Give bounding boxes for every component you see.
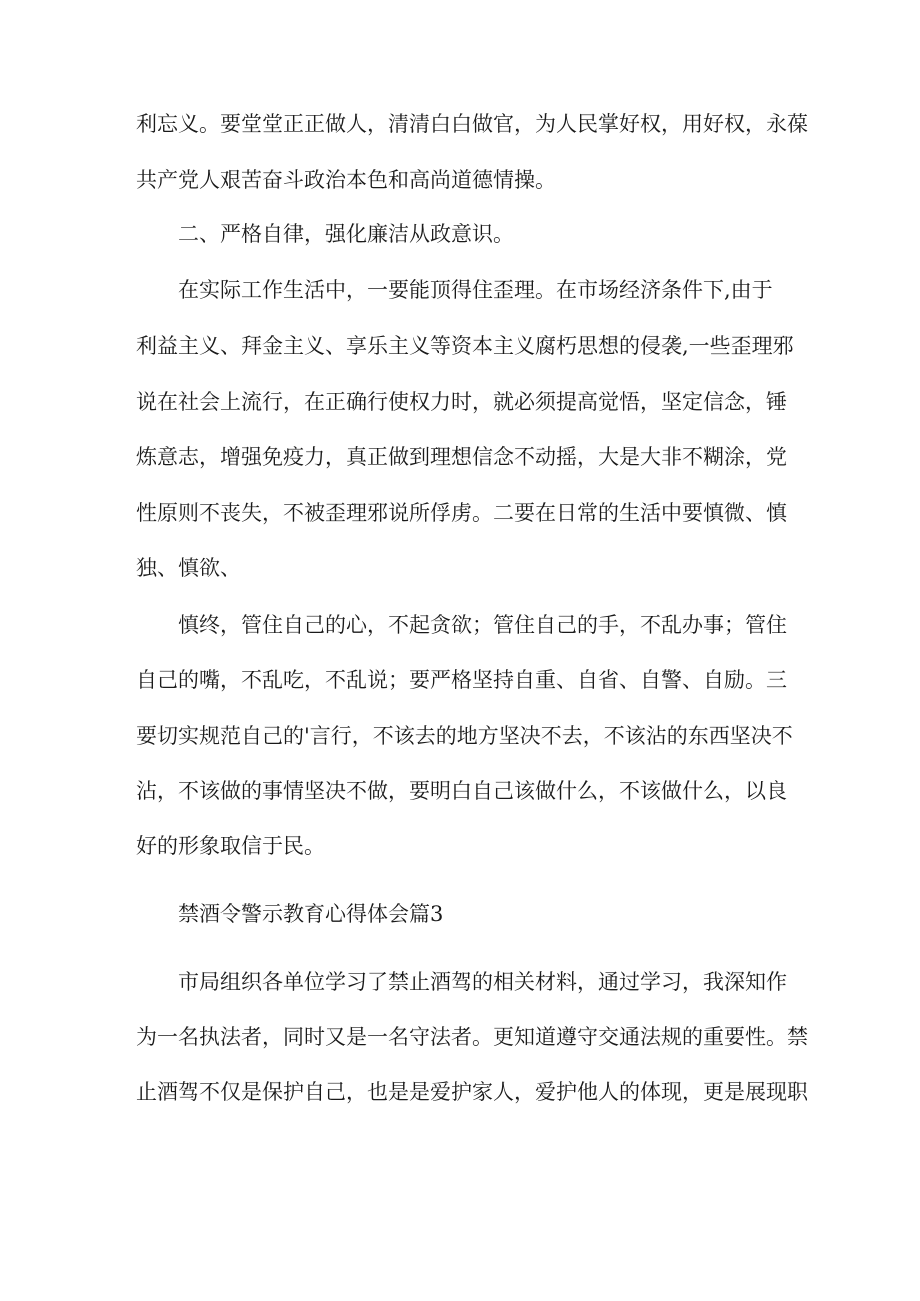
text-line: 在实际工作生活中，一要能顶得住歪理。在市场经济条件下,由于 [178,278,773,302]
text-line: 好的形象取信于民。 [136,834,325,858]
text-line: 自己的嘴，不乱吃，不乱说；要严格坚持自重、自省、自警、自励。三 [136,668,787,692]
text-line: 为一名执法者，同时又是一名守法者。更知道遵守交通法规的重要性。禁 [136,1025,808,1049]
text-line: 利益主义、拜金主义、享乐主义等资本主义腐朽思想的侵袭,一些歪理邪 [136,334,794,358]
text-line: 市局组织各单位学习了禁止酒驾的相关材料，通过学习，我深知作 [178,970,787,994]
text-line: 炼意志，增强免疫力，真正做到理想信念不动摇，大是大非不糊涂，党 [136,445,787,469]
text-line: 止酒驾不仅是保护自己，也是是爱护家人，爱护他人的体现，更是展现职 [136,1080,808,1104]
text-line: 慎终，管住自己的心，不起贪欲；管住自己的手，不乱办事；管住 [178,613,787,637]
text-line: 沾，不该做的事情坚决不做，要明白自己该做什么，不该做什么，以良 [136,779,787,803]
text-line: 共产党人艰苦奋斗政治本色和高尚道德情操。 [136,168,556,192]
text-line: 要切实规范自己的'言行，不该去的地方坚决不去，不该沾的东西坚决不 [136,724,793,748]
section-heading: 禁酒令警示教育心得体会篇3 [178,902,444,926]
text-line: 性原则不丧失，不被歪理邪说所俘虏。二要在日常的生活中要慎微、慎 [136,501,787,525]
text-line: 独、慎欲、 [136,556,241,580]
text-line: 利忘义。要堂堂正正做人，清清白白做官，为人民掌好权，用好权，永葆 [136,112,808,136]
section-heading: 二、严格自律，强化廉洁从政意识。 [178,222,514,246]
text-line: 说在社会上流行，在正确行使权力时，就必须提高觉悟，坚定信念，锤 [136,390,787,414]
